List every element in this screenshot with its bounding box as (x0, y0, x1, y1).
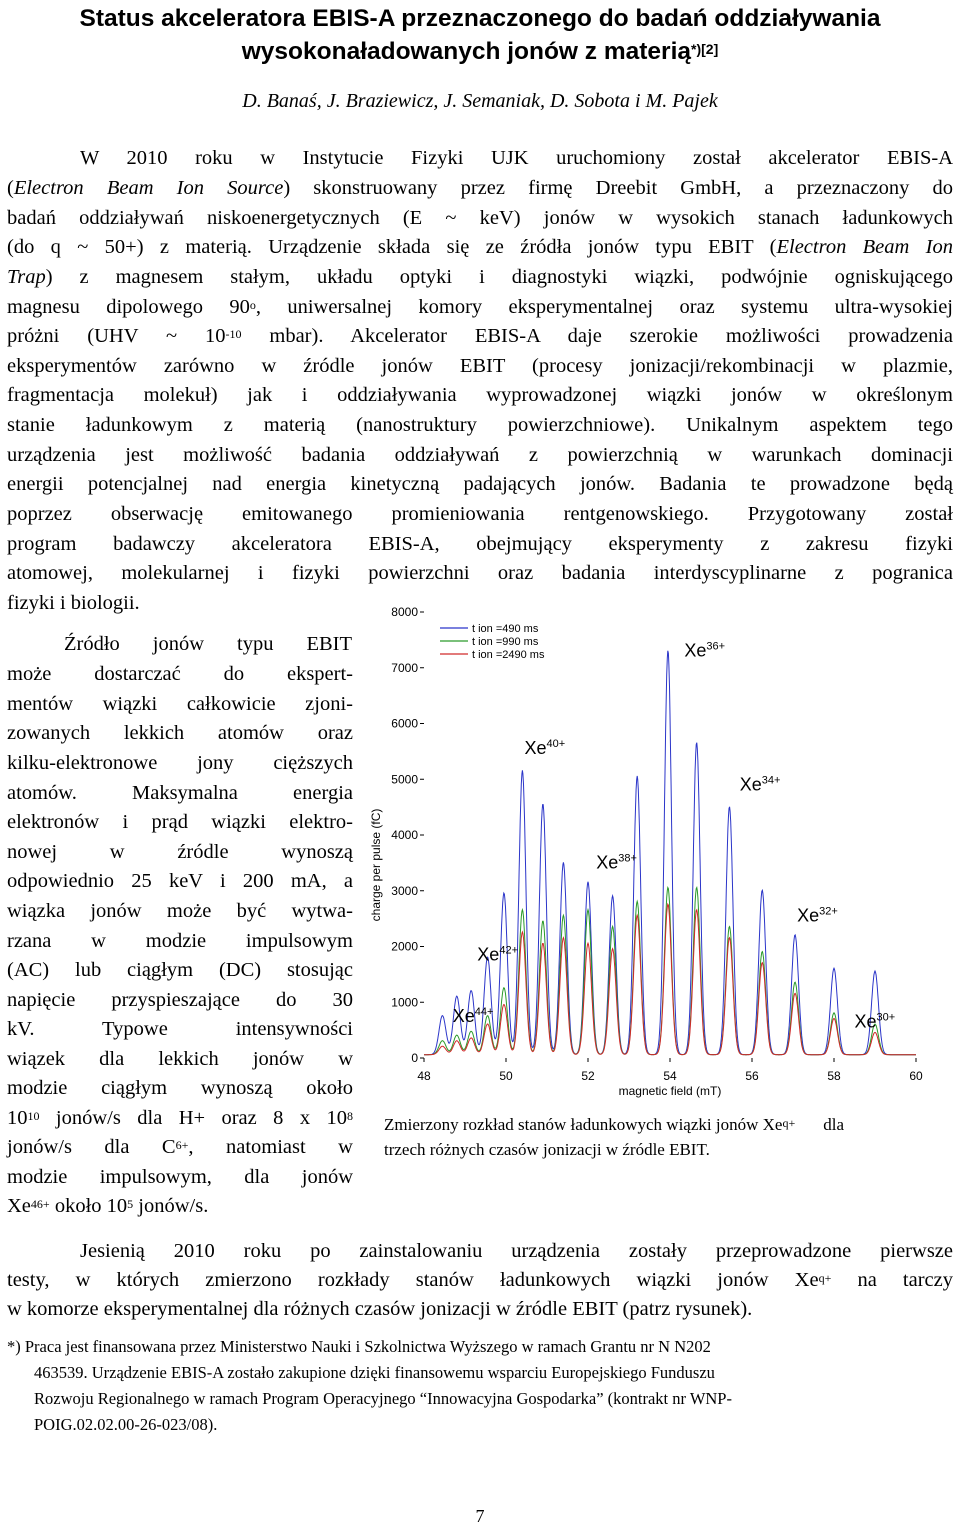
body-line: poprzez obserwację emitowanego promieniowania rentgenowskiego. Przygotowany został (7, 503, 953, 525)
degree-sup: o (249, 298, 256, 312)
body-italic: Trap (7, 266, 46, 288)
page-title (0, 2, 960, 68)
body-line: program badawczy akceleratora EBIS-A, obejmujący eksperymenty z zakresu fizyki (7, 533, 953, 555)
column-line (7, 1192, 353, 1222)
peak-label: $Xe^{36+}$ (684, 640, 726, 661)
title-line-2-text: wysokonaładowanych jonów z materią (241, 38, 692, 65)
column-line: może dostarczać do ekspert- (7, 663, 353, 685)
x-tick-label: 56 (745, 1069, 759, 1083)
exponent-sup: 10 (27, 1109, 40, 1123)
body-line: energii potencjalnej nad energia kinetyczną padających jonów. Badania te prowadzone będą (7, 473, 953, 495)
column-line: (AC) lub ciągłym (DC) stosując (7, 959, 353, 981)
title-footnote-marker: *)[2] (691, 41, 719, 57)
body-line (7, 293, 953, 323)
col-text: jonów/s dla H+ oraz 8 x 10 (39, 1107, 347, 1129)
body-line: fragmentacja molekuł) jak i oddziaływania wyprowadzonej wiązki jonów w określonym (7, 384, 953, 406)
col-text: jonów/s dla C (7, 1136, 176, 1158)
body-text: testy, w których zmierzono rozkłady stanów ładunkowych wiązki jonów Xe (7, 1269, 819, 1291)
x-tick-label: 54 (663, 1069, 677, 1083)
column-line: Źródło jonów typu EBIT (64, 633, 352, 655)
y-tick-label: 8000 (391, 605, 418, 619)
body-line: w komorze eksperymentalnej dla różnych czasów jonizacji w źródle EBIT (patrz rysunek). (7, 1298, 753, 1320)
x-tick-label: 48 (417, 1069, 431, 1083)
peak-label: $Xe^{34+}$ (739, 774, 781, 795)
column-line: elektronów i prąd wiązki elektro- (7, 811, 353, 833)
legend-label: t ion =2490 ms (472, 649, 545, 661)
body-text: mbar). Akcelerator EBIS-A daje szerokie możliwości prowadzenia (241, 325, 953, 347)
body-line (7, 322, 953, 352)
body-italic: Electron Beam Ion (776, 236, 953, 258)
x-tick-label: 50 (499, 1069, 513, 1083)
x-tick-label: 52 (581, 1069, 595, 1083)
y-tick-label: 0 (411, 1051, 418, 1065)
y-axis-label: charge per pulse (fC) (369, 808, 383, 922)
series-line (424, 888, 916, 1055)
caption-text: dla (823, 1115, 845, 1134)
peak-label: $Xe^{40+}$ (524, 738, 566, 759)
column-line: odpowiednio 25 keV i 200 mA, a (7, 870, 353, 892)
caption-sup: q+ (782, 1116, 796, 1130)
col-text: , natomiast w (188, 1136, 353, 1158)
y-tick-label: 4000 (391, 828, 418, 842)
body-line: W 2010 roku w Instytucie Fizyki UJK uruchomiony został akcelerator EBIS-A (80, 147, 953, 169)
body-line: stanie ładunkowym z materią (nanostruktury powierzchniowe). Unikalnym aspektem tego (7, 414, 953, 436)
body-text: próżni (UHV ~ 10 (7, 325, 226, 347)
body-line: urządzenia jest możliwość badania oddziaływań z powierzchnią w warunkach dominacji (7, 444, 953, 466)
charge-sup: 46+ (30, 1197, 50, 1211)
body-line: Trap) z magnesem stałym, układu optyki i diagnostyki wiązki, podwójnie ogniskującego (7, 266, 953, 288)
footnote-line: *) Praca jest finansowana przez Ministerstwo Nauki i Szkolnictwa Wyższego w ramach Grantu nr N N202 (7, 1337, 711, 1356)
figure-caption-line (384, 1113, 944, 1137)
exponent-sup: 5 (127, 1197, 134, 1211)
column-line: rzana w modzie impulsowym (7, 930, 353, 952)
charge-sup: q+ (818, 1271, 832, 1285)
series-line (424, 651, 916, 1055)
column-line: napięcie przyspieszające do 30 (7, 989, 353, 1011)
col-text: 10 (7, 1107, 28, 1129)
peak-label: $Xe^{30+}$ (854, 1011, 896, 1032)
title-line-1: Status akceleratora EBIS-A przeznaczonego do badań oddziaływania (79, 5, 881, 32)
peak-label: $Xe^{42+}$ (477, 944, 519, 965)
charge-sup: 6+ (175, 1138, 189, 1152)
x-tick-label: 58 (827, 1069, 841, 1083)
legend-label: t ion =990 ms (472, 636, 539, 648)
legend-label: t ion =490 ms (472, 623, 539, 635)
peak-label: $Xe^{38+}$ (596, 852, 637, 873)
caption-text: Zmierzony rozkład stanów ładunkowych wiązki jonów Xe (384, 1115, 783, 1134)
column-line: nowej w źródle wynoszą (7, 841, 353, 863)
charge-state-chart (356, 600, 960, 1100)
column-line: mentów wiązki całkowicie zjoni- (7, 693, 353, 715)
peak-label: $Xe^{32+}$ (797, 905, 838, 926)
body-line (7, 1266, 953, 1296)
y-tick-label: 3000 (391, 883, 418, 898)
column-line: modzie impulsowym, dla jonów (7, 1166, 353, 1188)
x-axis-label: magnetic field (mT) (618, 1084, 722, 1098)
y-tick-label: 1000 (391, 995, 418, 1010)
y-tick-label: 6000 (391, 716, 418, 731)
exponent-sup: 8 (347, 1109, 353, 1123)
body-text: magnesu dipolowego 90 (7, 296, 250, 318)
y-tick-label: 2000 (391, 939, 418, 954)
col-text: Xe (7, 1195, 31, 1217)
body-text: na tarczy (831, 1269, 953, 1291)
column-line (7, 1104, 353, 1134)
column-line: modzie ciągłym wynoszą około (7, 1077, 353, 1099)
column-line: wiązka jonów może być wytwa- (7, 900, 353, 922)
footnote-line: 463539. Urządzenie EBIS-A zostało zakupione dzięki finansowemu wsparciu Europejskiego Funduszu (34, 1363, 715, 1382)
column-line: atomów. Maksymalna energia (7, 782, 353, 804)
title-line-2 (0, 35, 960, 68)
column-line: kV. Typowe intensywności (7, 1018, 353, 1040)
body-italic: Electron Beam Ion Source (13, 177, 284, 199)
column-line (7, 1133, 353, 1163)
body-line: (do q ~ 50+) z materią. Urządzenie składa się ze źródła jonów typu EBIT (Electron Beam Ion (7, 236, 953, 258)
body-line: (Electron Beam Ion Source) skonstruowany przez firmę Dreebit GmbH, a przeznaczony do (7, 177, 953, 199)
column-line: kilku-elektronowe jony cięższych (7, 752, 353, 774)
body-line: fizyki i biologii. (7, 592, 140, 614)
column-line: zowanych lekkich atomów oraz (7, 722, 353, 744)
body-line: badań oddziaływań niskoenergetycznych (E ~ keV) jonów w wysokich stanach ładunkowych (7, 207, 953, 229)
column-line: wiązek dla lekkich jonów w (7, 1048, 353, 1070)
peak-label: $Xe^{44+}$ (452, 1005, 494, 1026)
y-tick-label: 5000 (391, 772, 418, 787)
body-line: atomowej, molekularnej i fizyki powierzchni oraz badania interdyscyplinarne z pogranica (7, 562, 953, 584)
author-list: D. Banaś, J. Braziewicz, J. Semaniak, D. Sobota i M. Pajek (242, 90, 718, 112)
col-text: około 10 (49, 1195, 128, 1217)
footnote-line: POIG.02.02.00-26-023/08). (34, 1415, 218, 1434)
y-tick-label: 7000 (391, 660, 418, 675)
series-line (424, 904, 916, 1054)
body-line: Jesienią 2010 roku po zainstalowaniu urządzenia zostały przeprowadzone pierwsze (80, 1240, 953, 1262)
exponent-sup: -10 (225, 327, 242, 341)
page-number: 7 (475, 1506, 485, 1526)
body-line: eksperymentów zarówno w źródle jonów EBIT (procesy jonizacji/rekombinacji w plazmie, (7, 355, 953, 377)
body-text: , uniwersalnej komory eksperymentalnej oraz systemu ultra-wysokiej (255, 296, 954, 318)
figure-caption-line: trzech różnych czasów jonizacji w źródle EBIT. (384, 1140, 710, 1159)
col-text: jonów/s. (133, 1195, 209, 1217)
footnote-line: Rozwoju Regionalnego w ramach Program Operacyjnego “Innowacyjna Gospodarka” (kontrakt nr WNP- (34, 1389, 732, 1408)
x-tick-label: 60 (909, 1069, 923, 1083)
